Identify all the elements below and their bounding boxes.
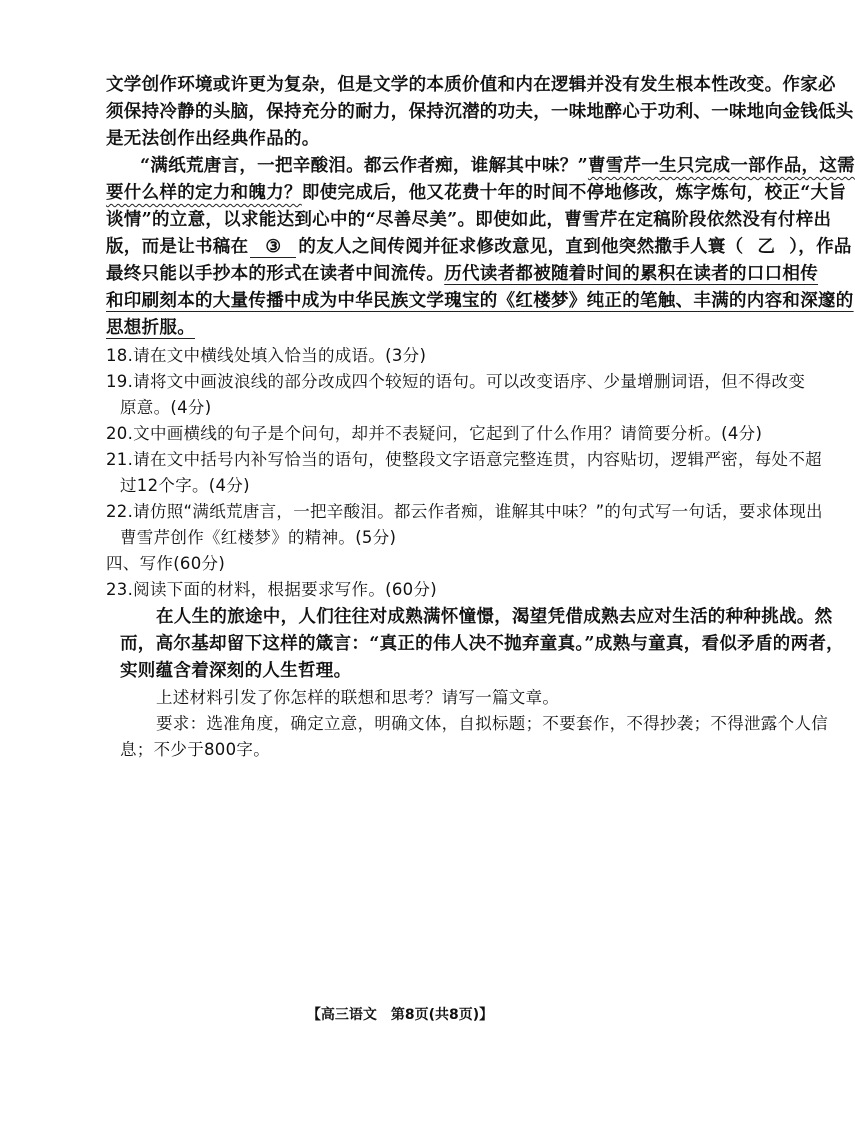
- question-21-cont: 过12个字。(4分): [120, 476, 250, 495]
- passage-line: [106, 234, 852, 260]
- passage-line: 谈情”的立意，以求能达到心中的“尽善尽美”。即使如此，曹雪芹在定稿阶段依然没有付梓出: [106, 210, 832, 230]
- writing-requirements: 要求：选准角度，确定立意，明确文体，自拟标题；不要套作，不得抄袭；不得泄露个人信: [156, 714, 828, 733]
- passage-line: [106, 180, 846, 206]
- passage-line: [140, 153, 855, 179]
- passage-line: [106, 315, 195, 341]
- passage-text: 版，而是让书稿在: [106, 237, 249, 257]
- underlined-sentence: 和印刷刻本的大量传播中成为中华民族文学瑰宝的《红楼梦》纯正的笔触、丰满的内容和深邃的: [106, 291, 854, 311]
- question-22-cont: 曹雪芹创作《红楼梦》的精神。(5分): [120, 528, 397, 547]
- question-20: 20.文中画横线的句子是个问句，却并不表疑问，它起到了什么作用？请简要分析。(4分): [106, 424, 763, 443]
- underlined-sentence: 历代读者都被随着时间的累积在读者的口口相传: [444, 264, 819, 284]
- material-line: 而，高尔基却留下这样的箴言：“真正的伟人决不抛弃童真。”成熟与童真，看似矛盾的两者，: [120, 634, 844, 654]
- writing-requirements-cont: 息；不少于800字。: [120, 740, 270, 759]
- question-19-cont: 原意。(4分): [120, 398, 212, 417]
- passage-text: 即使完成后，他又花费十年的时间不停地修改，炼字炼句，校正“大旨: [301, 183, 847, 203]
- question-23: 23.阅读下面的材料，根据要求写作。(60分): [106, 580, 438, 599]
- fill-blank-3: ③: [250, 237, 296, 258]
- material-line: 在人生的旅途中，人们往往对成熟满怀憧憬，渴望凭借成熟去应对生活的种种挑战。然: [156, 607, 833, 627]
- question-22: 22.请仿照“满纸荒唐言，一把辛酸泪。都云作者痴，谁解其中味？”的句式写一句话，要求体现出: [106, 502, 823, 521]
- passage-line: 须保持冷静的头脑，保持充分的耐力，保持沉潜的功夫，一味地醉心于功利、一味地向金钱低头: [106, 102, 854, 122]
- passage-line: [106, 288, 854, 314]
- passage-text: ），作品: [789, 237, 852, 257]
- passage-text: 的友人之间传阅并征求修改意见，直到他突然撒手人寰（: [298, 237, 744, 257]
- wavy-underlined-text: 要什么样的定力和魄力？: [106, 183, 302, 203]
- question-19: 19.请将文中画波浪线的部分改成四个较短的语句。可以改变语序、少量增删词语，但不得改变: [106, 372, 806, 391]
- page-footer: 【高三语文 第8页(共8页)】: [306, 1007, 494, 1023]
- material-line: 实则蕴含着深刻的人生哲理。: [120, 661, 352, 681]
- writing-prompt: 上述材料引发了你怎样的联想和思考？请写一篇文章。: [156, 688, 560, 707]
- passage-line: 是无法创作出经典作品的。: [106, 129, 320, 149]
- passage-text: “满纸荒唐言，一把辛酸泪。都云作者痴，谁解其中味？”: [140, 156, 588, 176]
- underlined-sentence: 思想折服。: [106, 318, 195, 338]
- passage-line: 文学创作环境或许更为复杂，但是文学的本质价值和内在逻辑并没有发生根本性改变。作家必: [106, 75, 836, 95]
- section-heading-writing: 四、写作(60分): [106, 554, 226, 573]
- wavy-underlined-text: 曹雪芹一生只完成一部作品，这需: [587, 156, 855, 176]
- bracket-blank-label: 乙: [757, 237, 776, 257]
- question-21: 21.请在文中括号内补写恰当的语句，使整段文字语意完整连贯，内容贴切，逻辑严密，每处不超: [106, 450, 822, 469]
- passage-line: [106, 261, 818, 287]
- question-18: 18.请在文中横线处填入恰当的成语。(3分): [106, 346, 427, 365]
- passage-text: 最终只能以手抄本的形式在读者中间流传。: [106, 264, 445, 284]
